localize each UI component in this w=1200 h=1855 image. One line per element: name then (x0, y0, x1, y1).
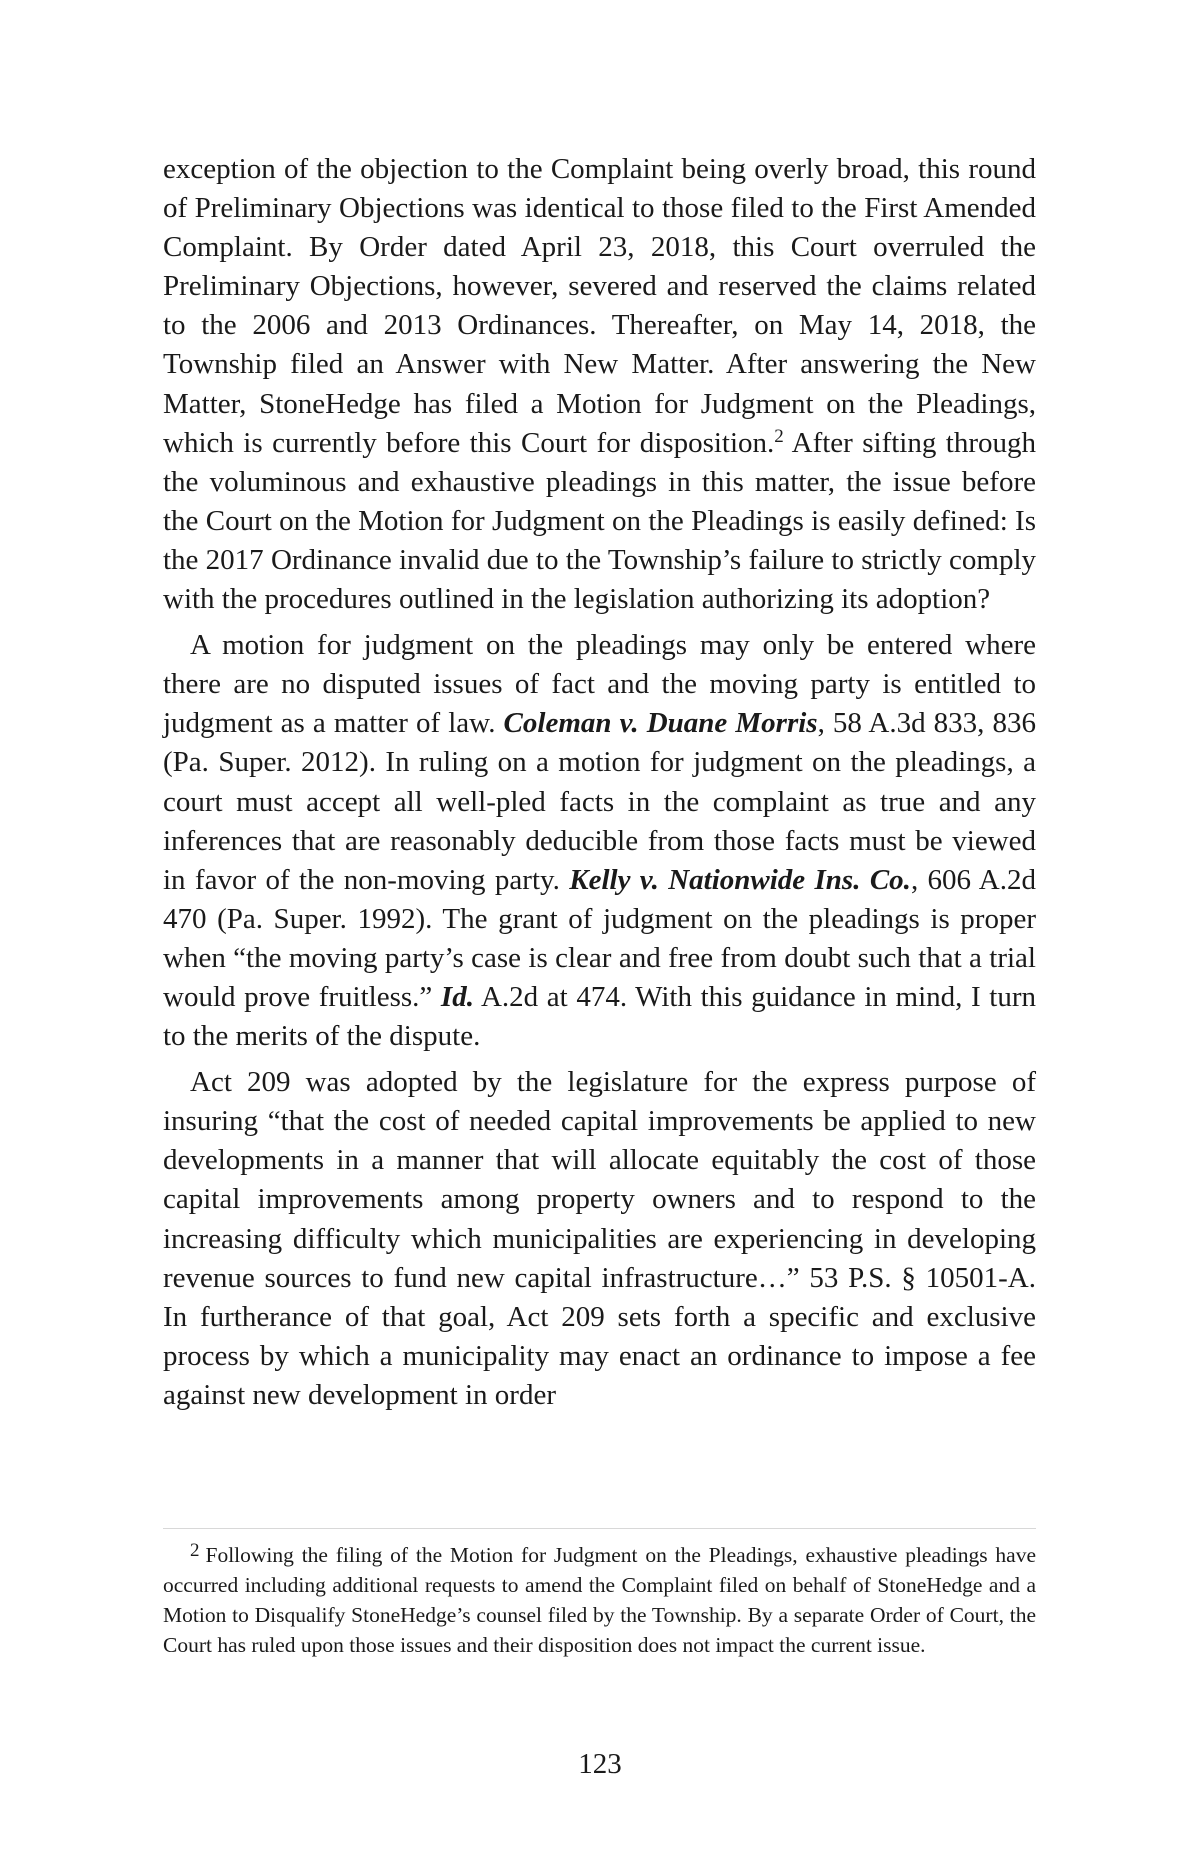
paragraph-text: Act 209 was adopted by the legislature for the express purpose of insuring “that the cost of needed capital improvements be applied to new developments in a manner that will allocate equitably the cost of those capital improvements among property owners and to respond to the increasing difficulty which municipalities are experiencing in developing revenue sources to fund new capital infrastructure…” 53 P.S. § 10501-A. In furtherance of that goal, Act 209 sets forth a specific and exclusive process by which a municipality may enact an ordinance to impose a fee against new development in order (163, 1066, 1036, 1411)
body-paragraph-1 (163, 150, 1036, 619)
paragraph-text: After sifting through the voluminous and exhaustive pleadings in this matter, the issue before the Court on the Motion for Judgment on the Pleadings is easily defined: Is the 2017 Ordinance invalid due to the Township’s failure to strictly comply with the procedures outlined in the legislation authorizing its adoption? (163, 426, 1037, 616)
footnote-marker: 2 (190, 1540, 200, 1561)
footnote-reference[interactable]: 2 (774, 425, 784, 447)
paragraph-text: A.2d at 474. With this guidance in mind, I turn to the merits of the dispute. (163, 980, 1036, 1053)
case-citation: Kelly v. Nationwide Ins. Co. (569, 863, 911, 896)
case-citation: Coleman v. Duane Morris (503, 707, 818, 740)
page-number: 123 (578, 1748, 622, 1780)
body-paragraph-3 (163, 1063, 1036, 1415)
paragraph-text: , 606 A.2d 470 (Pa. Super. 1992). The grant of judgment on the pleadings is proper when “the moving party’s case is clear and free from doubt such that a trial would prove fruitless.” (163, 863, 1037, 1013)
paragraph-text: exception of the objection to the Complaint being overly broad, this round of Preliminary Objections was identical to those filed to the First Amended Complaint. By Order dated April 23, 2018, this Court overruled the Preliminary Objections, however, severed and reserved the claims related to the 2006 and 2013 Ordinances. Thereafter, on May 14, 2018, the Township filed an Answer with New Matter. After answering the New Matter, StoneHedge has filed a Motion for Judgment on the Pleadings, which is currently before this Court for disposition. (163, 153, 1036, 459)
paragraph-text: A motion for judgment on the pleadings may only be entered where there are no disputed issues of fact and the moving party is entitled to judgment as a matter of law. (163, 629, 1036, 740)
case-citation: Id. (440, 980, 474, 1013)
page-body (163, 150, 1036, 1415)
footnote (163, 1540, 1036, 1660)
footnote-text: Following the filing of the Motion for Judgment on the Pleadings, exhaustive pleadings have occurred including additional requests to amend the Complaint filed on behalf of StoneHedge and a Motion to Disqualify StoneHedge’s counsel filed by the Township. By a separate Order of Court, the Court has ruled upon those issues and their disposition does not impact the current issue. (163, 1543, 1036, 1657)
body-paragraph-2 (163, 626, 1036, 1056)
footnote-separator (163, 1528, 1036, 1529)
paragraph-text: , 58 A.3d 833, 836 (Pa. Super. 2012). In ruling on a motion for judgment on the pleadings, a court must accept all well-pled facts in the complaint as true and any inferences that are reasonably deducible from those facts must be viewed in favor of the non-moving party. (163, 707, 1037, 896)
